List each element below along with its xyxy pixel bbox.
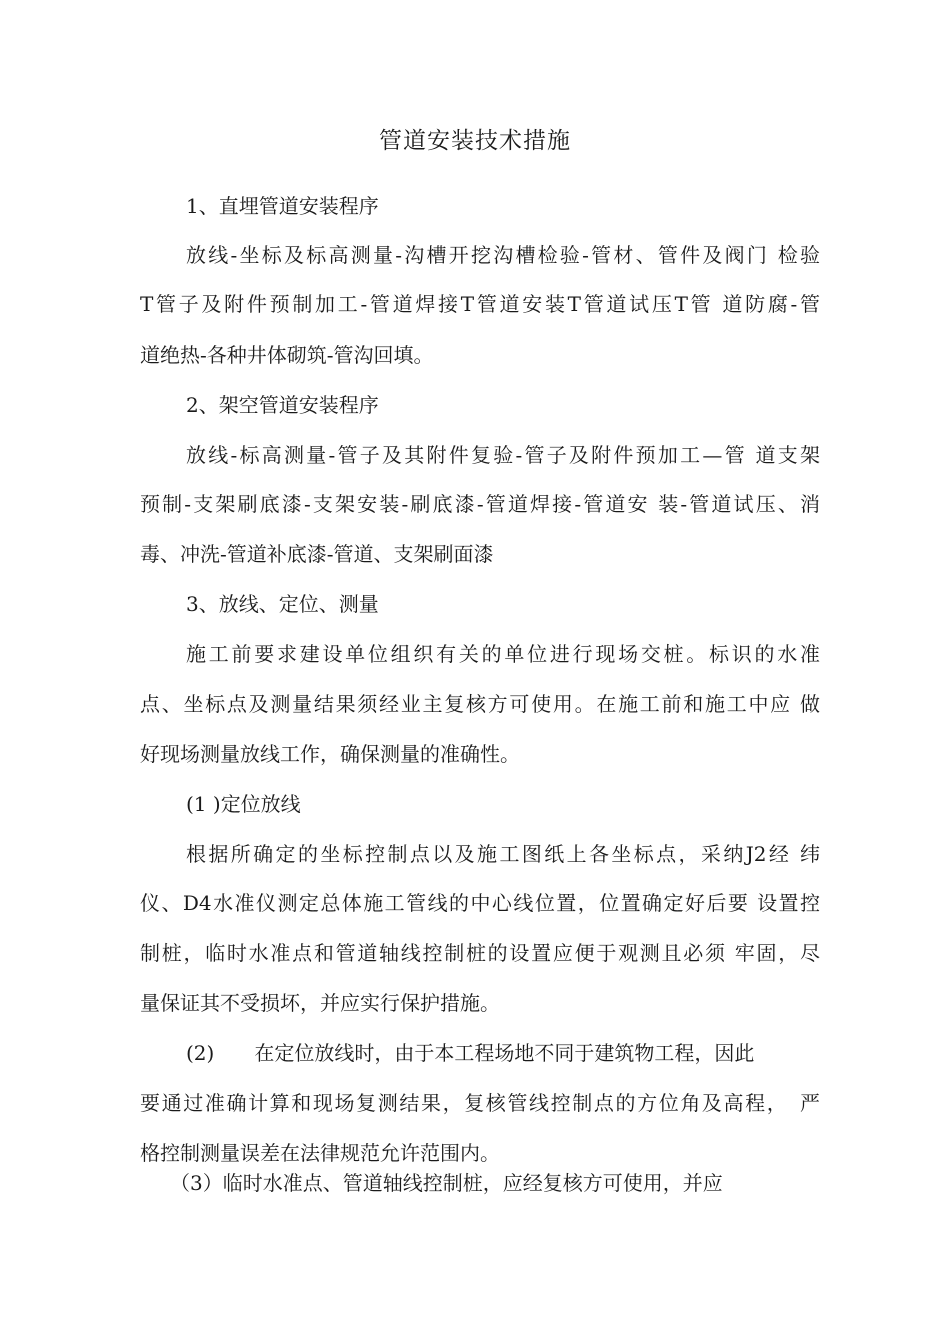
paragraph-line: 仪、D4水准仪测定总体施工管线的中心线位置，位置确定好后要 设置控 bbox=[140, 891, 820, 915]
heading-1: 1、直埋管道安装程序 bbox=[186, 194, 379, 218]
paragraph-line: 要通过准确计算和现场复测结果，复核管线控制点的方位角及高程， 严 bbox=[140, 1091, 820, 1115]
document-title: 管道安装技术措施 bbox=[379, 128, 571, 154]
paragraph-line: 格控制测量误差在法律规范允许范围内。 bbox=[140, 1141, 500, 1165]
paragraph-line: 毒、冲洗-管道补底漆-管道、支架刷面漆 bbox=[140, 542, 494, 566]
paragraph-line: (2) 在定位放线时，由于本工程场地不同于建筑物工程，因此 bbox=[186, 1041, 755, 1065]
paragraph-line: 施工前要求建设单位组织有关的单位进行现场交桩。标识的水准 bbox=[186, 642, 820, 666]
paragraph-line: 根据所确定的坐标控制点以及施工图纸上各坐标点，采纳J2经 纬 bbox=[186, 842, 820, 866]
paragraph-line: 放线-坐标及标高测量-沟槽开挖沟槽检验-管材、管件及阀门 检验 bbox=[186, 243, 820, 267]
heading-3: 3、放线、定位、测量 bbox=[186, 592, 379, 616]
paragraph-line: 道绝热-各种井体砌筑-管沟回填。 bbox=[140, 343, 434, 367]
paragraph-line: T管子及附件预制加工-管道焊接T管道安装T管道试压T管 道防腐-管 bbox=[140, 292, 820, 316]
paragraph-line: 量保证其不受损坏，并应实行保护措施。 bbox=[140, 991, 500, 1015]
paragraph-line: 好现场测量放线工作，确保测量的准确性。 bbox=[140, 742, 520, 766]
paragraph-line: 预制-支架刷底漆-支架安装-刷底漆-管道焊接-管道安 装-管道试压、消 bbox=[140, 492, 820, 516]
paragraph-line: 放线-标高测量-管子及其附件复验-管子及附件预加工—管 道支架 bbox=[186, 443, 820, 467]
subheading-1: (1 )定位放线 bbox=[186, 792, 301, 816]
paragraph-line: （3）临时水准点、管道轴线控制桩，应经复核方可使用，并应 bbox=[170, 1171, 723, 1195]
paragraph-line: 点、坐标点及测量结果须经业主复核方可使用。在施工前和施工中应 做 bbox=[140, 692, 820, 716]
paragraph-line: 制桩，临时水准点和管道轴线控制桩的设置应便于观测且必须 牢固，尽 bbox=[140, 941, 820, 965]
heading-2: 2、架空管道安装程序 bbox=[186, 393, 379, 417]
